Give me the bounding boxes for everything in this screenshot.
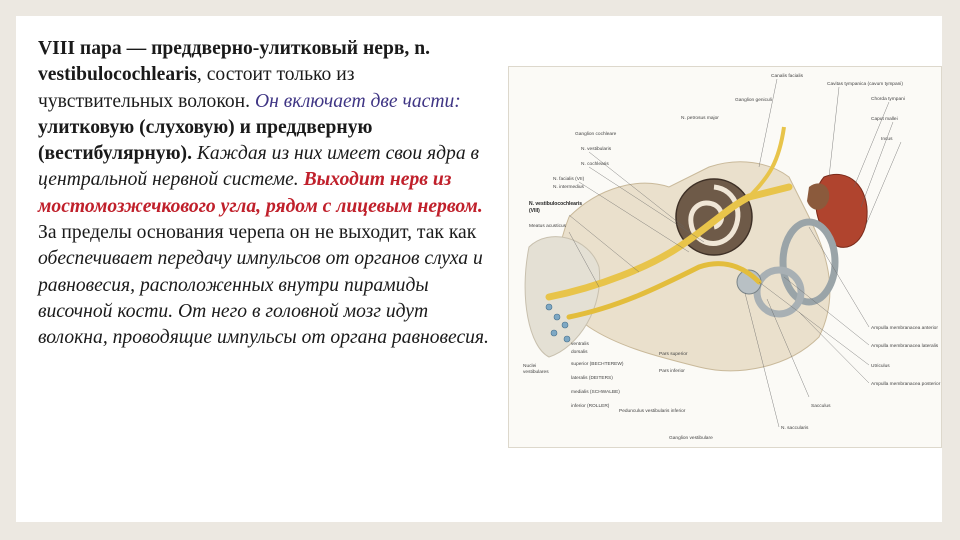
text-skull-base: За пределы основания черепа он не выходит, так как	[38, 222, 477, 244]
text-parts-names: улитковую (слуховую) и преддверную (вестибулярную).	[38, 116, 373, 165]
label-n-facialis: N. facialis (VII)	[553, 177, 585, 182]
text-fibers: , состоит только из чувствительных волокон.	[38, 64, 355, 112]
text-two-parts: Он включает две части:	[254, 90, 461, 112]
label-utriculus: Utriculus	[871, 364, 890, 369]
anatomy-illustration	[508, 66, 942, 448]
label-pars-inferior: Pars inferior	[659, 369, 685, 374]
text-function: обеспечивает передачу импульсов от органов слуха и равновесия, расположенных внутри пирамиды височной кости. От него в головной мозг идут волокна, проводящие импульсы от органа равновесия.	[38, 248, 489, 349]
label-n-saccularis: N. saccularis	[781, 426, 809, 431]
label-nucleus-ventralis: ventralis	[571, 342, 589, 347]
label-ampulla-lateralis: Ampulla membranacea lateralis	[871, 344, 939, 349]
label-n-vestibulocochlearis: N. vestibulocochlearis	[529, 201, 583, 207]
inner-ear-diagram	[509, 67, 941, 447]
label-viii: (VIII)	[529, 208, 540, 214]
label-nucleus-inferior: inferior (ROLLER)	[571, 404, 610, 409]
label-nuclei-cochleares-2: vestibulares	[523, 370, 549, 375]
label-n-intermedius: N. intermedius	[553, 185, 584, 190]
nerve-title: VIII пара — преддверно-улитковый нерв, n. vestibulocochlearis	[38, 38, 431, 86]
label-nucleus-medialis: medialis (SCHWALBE)	[571, 390, 620, 395]
text-exit-point: Выходит нерв из мостомозжечкового угла, рядом с лицевым нервом.	[38, 169, 483, 217]
label-n-vestibularis: N. vestibularis	[581, 147, 612, 152]
text-nuclei: Каждая из них имеет свои ядра в центральной нервной системе.	[38, 143, 480, 191]
label-caput-mallei: Caput mallei	[871, 117, 898, 122]
label-ganglion-vestibulare: Ganglion vestibulare	[669, 436, 713, 441]
label-nucleus-dorsalis: dorsalis	[571, 350, 588, 355]
label-meatus: Meatus acusticus	[529, 224, 567, 229]
label-n-petrosus-major: N. petrosus major	[681, 116, 719, 121]
label-cavitas-tympanica: Cavitas tympanica (cavum tympani)	[827, 82, 903, 87]
label-canalis-facialis: Canalis facialis	[771, 74, 803, 79]
label-n-cochlearis: N. cochlearis	[581, 162, 609, 167]
label-pars-superior: Pars superior	[659, 352, 688, 357]
label-ganglion-geniculi: Ganglion geniculi	[735, 98, 772, 103]
label-nucleus-superior: superior (BECHTEREW)	[571, 362, 624, 367]
label-ampulla-posterior: Ampulla membranacea posterior	[871, 382, 941, 387]
label-ampulla-anterior: Ampulla membranacea anterior	[871, 326, 938, 331]
label-chorda-tympani: Chorda tympani	[871, 97, 905, 102]
label-ganglion-cochleare: Ganglion cochleare	[575, 132, 617, 137]
label-incus: Incus	[881, 137, 893, 142]
label-nucleus-lateralis: lateralis (DEITERS)	[571, 376, 613, 381]
label-sacculus: Sacculus	[811, 404, 831, 409]
label-nuclei-cochleares: Nuclei	[523, 364, 537, 369]
slide	[16, 16, 942, 522]
body-text	[38, 36, 490, 352]
label-pedunculus: Pedunculus vestibularis inferior	[619, 409, 686, 414]
